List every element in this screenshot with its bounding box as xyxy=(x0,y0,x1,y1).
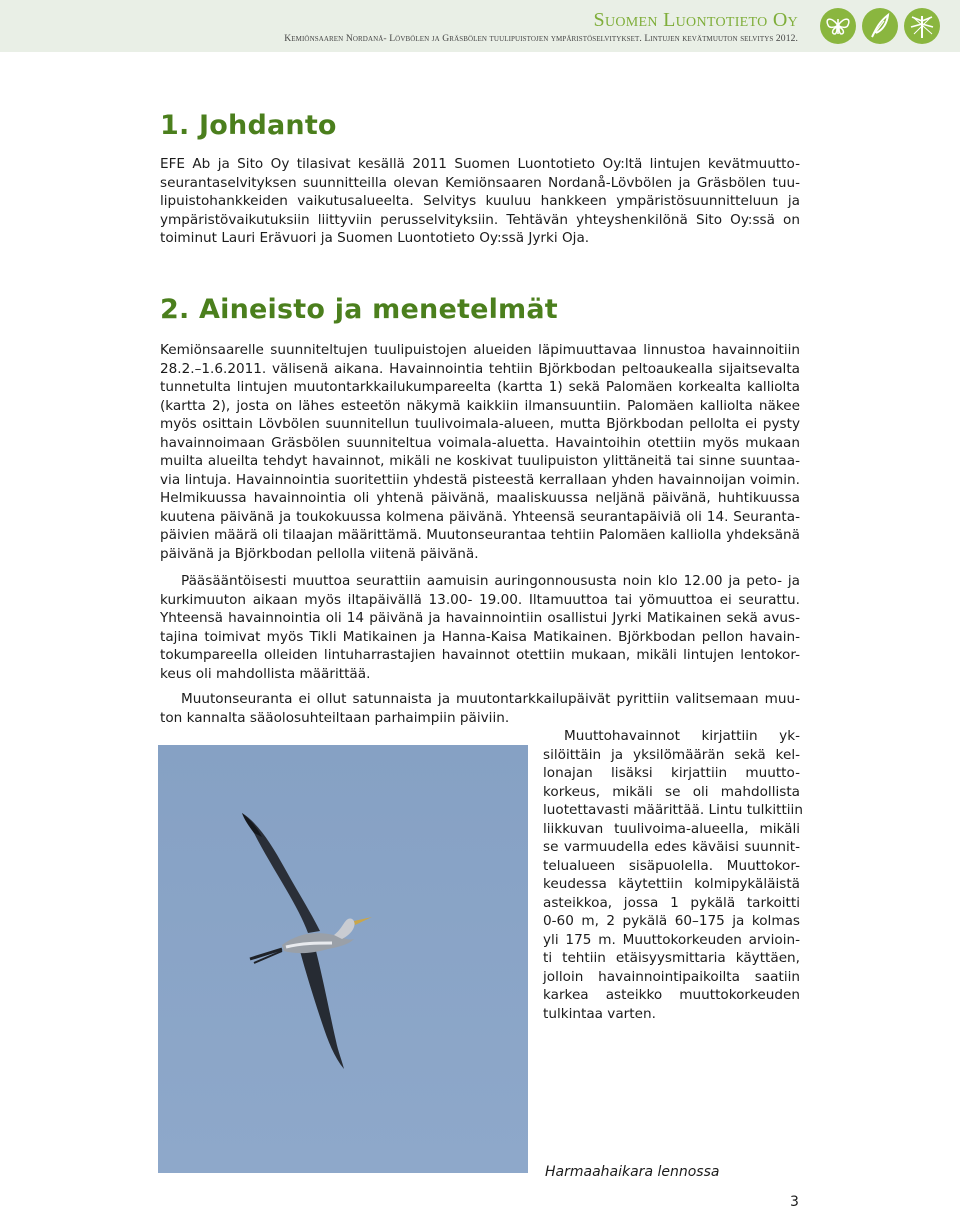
feather-icon xyxy=(862,8,898,44)
header-band xyxy=(0,0,960,52)
text-line: ympäristövaikutuksiin liittyviin perusselvityksiin. Tehtävän yhteyshenkilönä Sito Oy:ssä on xyxy=(160,211,800,228)
butterfly-icon xyxy=(820,8,856,44)
text-line: telualueen sisäpuolella. Muuttokor- xyxy=(543,857,800,874)
text-line: toiminut Lauri Erävuori ja Suomen Luontotieto Oy:ssä Jyrki Oja. xyxy=(160,230,590,246)
text-line: Muuttohavainnot kirjattiin yk- xyxy=(564,728,800,744)
text-line: karkea asteikko muuttokorkeuden xyxy=(543,987,800,1003)
text-line: muilta alueilta tehdyt havainnot, mikäli ne koskivat tuulipuiston ylittäneitä tai sinne suuntaa- xyxy=(160,453,800,469)
section-2-heading: 2. Aineisto ja menetelmät xyxy=(160,294,558,325)
text-line: havainnoimaan Gräsbölen suunniteltua voimala-aluetta. Havaintoihin otettiin myös mukaan xyxy=(160,434,800,451)
text-line: 28.2.–1.6.2011. välisenä aikana. Havainnointia tehtiin Björkbodan peltoaukealla sijaitsevalta xyxy=(160,360,800,377)
text-line: keudessa käytettiin kolmipykäläistä xyxy=(543,876,800,892)
text-line: ti tehtiin etäisyysmittaria käyttäen, xyxy=(543,950,800,966)
text-line: yli 175 m. Muuttokorkeuden arvioin- xyxy=(543,931,800,948)
text-line: Muutonseuranta ei ollut satunnaista ja muutontarkkailupäivät pyrittiin valitsemaan muu- xyxy=(181,691,800,707)
text-line: Kemiönsaarelle suunniteltujen tuulipuistojen alueiden läpimuuttavaa linnustoa havainnoitiin xyxy=(160,342,800,358)
text-line: silöittäin ja yksilömäärän sekä kel- xyxy=(543,746,800,763)
text-line: lonajan lisäksi kirjattiin muutto- xyxy=(543,765,800,781)
text-line: liikkuvan tuulivoima-alueella, mikäli xyxy=(543,820,800,837)
text-line: luotettavasti määrittää. Lintu tulkittiin xyxy=(543,802,803,818)
text-line: tajina toimivat myös Tikli Matikainen ja Hanna-Kaisa Matikainen. Björkbodan pellon havain- xyxy=(160,628,800,645)
text-line: Pääsääntöisesti muuttoa seurattiin aamuisin auringonnoususta noin klo 12.00 ja peto- ja xyxy=(181,573,800,589)
company-name: Suomen Luontotieto Oy xyxy=(593,9,798,31)
photo-caption: Harmaahaikara lennossa xyxy=(545,1164,720,1180)
text-line: keus oli mahdollista määrittää. xyxy=(160,665,371,682)
text-line: ton kannalta sääolosuhteiltaan parhaimpiin päiviin. xyxy=(160,709,510,726)
text-line: Helmikuussa havainnointia oli yhtenä päivänä, maaliskuussa neljänä päivänä, huhtikuussa xyxy=(160,490,800,506)
text-line: via lintuja. Havainnointia suoritettiin yhdestä pisteestä kerrallaan yhden havainnoijan voimin. xyxy=(160,471,800,488)
dragonfly-icon xyxy=(904,8,940,44)
text-line: lipuistohankkeiden vaikutusalueelta. Selvitys kuuluu hankkeen ympäristösuunnitteluun ja xyxy=(160,193,800,209)
section-1-paragraph xyxy=(160,155,800,248)
text-line: 0-60 m, 2 pykälä 60–175 ja kolmas xyxy=(543,913,800,929)
text-line: seurantaselvityksen suunnitteilla olevan Kemiönsaaren Nordanå-Lövbölen ja Gräsbölen tuu- xyxy=(160,174,800,191)
text-line: jolloin havainnointipaikoilta saatiin xyxy=(543,968,800,985)
text-line: se varmuudella edes käväisi suunnit- xyxy=(543,839,800,855)
text-line: kuutena päivänä ja toukokuussa kolmena päivänä. Yhteensä seurantapäiviä oli 14. Seuranta- xyxy=(160,508,800,525)
side-paragraph xyxy=(543,727,803,1023)
text-line: tokumpareella olleiden lintuharrastajien havainnot otettiin mukaan, mikäli lintujen lentokor- xyxy=(160,647,800,663)
page-number: 3 xyxy=(790,1194,799,1210)
report-subtitle: Kemiönsaaren Nordanå- Lövbölen ja Gräsbölen tuulipuistojen ympäristöselvitykset. Lintujen kevätmuuton selvitys 2012. xyxy=(284,33,798,44)
text-line: korkeus, mikäli se oli mahdollista xyxy=(543,783,800,800)
text-line: (kartta 2), josta on lähes esteetön näkymä kaikkiin ilmansuuntiin. Palomäen kalliolta näkee xyxy=(160,397,800,414)
text-line: tunnetulta lintujen muutontarkkailukumpareelta (kartta 1) sekä Palomäen korkealta kalliolta xyxy=(160,379,800,395)
text-line: Yhteensä havainnointia oli 14 päivänä ja havainnointiin osallistui Jyrki Matikainen sekä avus- xyxy=(160,610,800,626)
heron-photo xyxy=(158,745,528,1173)
text-line: päivien määrä oli tilaajan määrittämä. Muutonseurantaa tehtiin Palomäen kalliolla yhdeksänä xyxy=(160,527,800,543)
text-line: päivänä ja Björkbodan pellolla viitenä päivänä. xyxy=(160,545,479,562)
text-line: tulkintaa varten. xyxy=(543,1005,656,1022)
section-2-paragraph-2 xyxy=(160,572,800,683)
text-line: EFE Ab ja Sito Oy tilasivat kesällä 2011 Suomen Luontotieto Oy:ltä lintujen kevätmuutto- xyxy=(160,156,800,172)
text-line: asteikkoa, jossa 1 pykälä tarkoitti xyxy=(543,894,800,911)
section-2-paragraph-3 xyxy=(160,690,800,727)
text-line: myös osittain Lövbölen suunnitellun tuulivoimala-alueen, mutta Björkbodan pellolta ei pysty xyxy=(160,416,800,432)
section-2-paragraph-1 xyxy=(160,341,800,563)
text-line: kurkimuuton aikaan myös iltapäivällä 13.00- 19.00. Iltamuuttoa tai yömuuttoa ei seurattu. xyxy=(160,591,800,608)
section-1-heading: 1. Johdanto xyxy=(160,110,337,141)
